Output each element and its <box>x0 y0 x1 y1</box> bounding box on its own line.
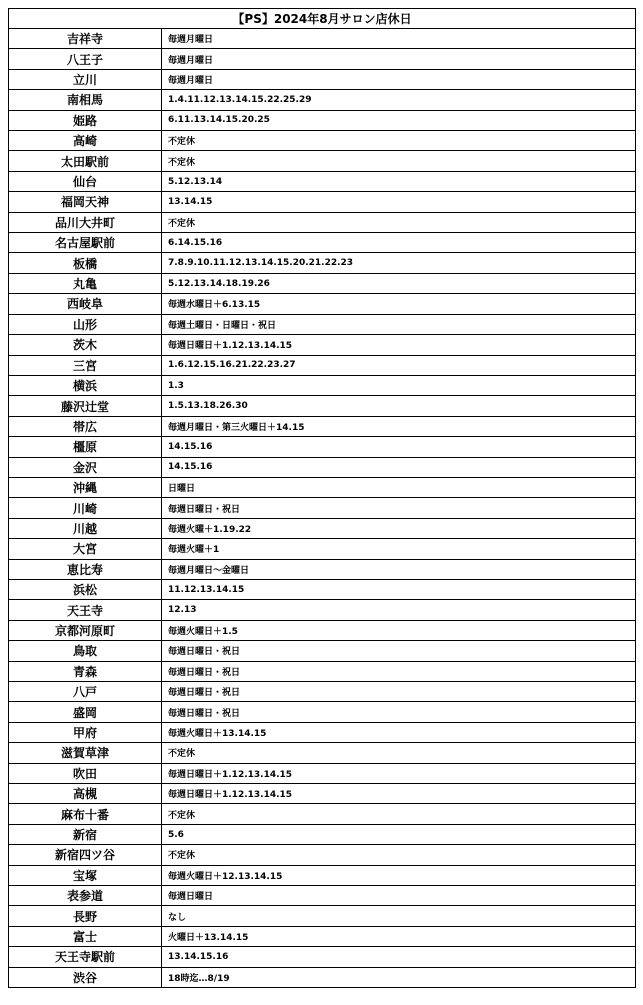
holiday-cell: 1.3 <box>162 375 636 395</box>
holiday-cell: 毎週月曜日 <box>162 29 636 49</box>
salon-name-cell: 麻布十番 <box>9 804 162 824</box>
table-row <box>9 865 636 885</box>
salon-name-cell: 西岐阜 <box>9 294 162 314</box>
table-row <box>9 131 636 151</box>
holiday-cell: 毎週土曜日・日曜日・祝日 <box>162 314 636 334</box>
holiday-cell: 不定休 <box>162 151 636 171</box>
salon-name-cell: 仙台 <box>9 171 162 191</box>
salon-name-cell: 姫路 <box>9 110 162 130</box>
table-row <box>9 600 636 620</box>
holiday-cell: 5.12.13.14 <box>162 171 636 191</box>
holiday-cell: 7.8.9.10.11.12.13.14.15.20.21.22.23 <box>162 253 636 273</box>
table-row <box>9 253 636 273</box>
table-row <box>9 824 636 844</box>
holiday-cell: 1.5.13.18.26.30 <box>162 396 636 416</box>
salon-name-cell: 高槻 <box>9 784 162 804</box>
salon-name-cell: 板橋 <box>9 253 162 273</box>
table-row <box>9 763 636 783</box>
table-row <box>9 702 636 722</box>
holiday-cell: 13.14.15 <box>162 192 636 212</box>
table-row <box>9 682 636 702</box>
salon-name-cell: 新宿四ツ谷 <box>9 845 162 865</box>
table-row <box>9 355 636 375</box>
table-row <box>9 926 636 946</box>
table-row <box>9 171 636 191</box>
salon-name-cell: 青森 <box>9 661 162 681</box>
sheet-title: 【PS】2024年8月サロン店休日 <box>9 9 636 29</box>
salon-name-cell: 三宮 <box>9 355 162 375</box>
table-row <box>9 457 636 477</box>
table-row <box>9 49 636 69</box>
holiday-cell: 不定休 <box>162 743 636 763</box>
table-row <box>9 498 636 518</box>
holiday-cell: 6.14.15.16 <box>162 233 636 253</box>
salon-name-cell: 新宿 <box>9 824 162 844</box>
holiday-cell: 毎週日曜日＋1.12.13.14.15 <box>162 784 636 804</box>
salon-name-cell: 名古屋駅前 <box>9 233 162 253</box>
holiday-cell: 毎週火曜日＋1.5 <box>162 620 636 640</box>
salon-name-cell: 天王寺駅前 <box>9 947 162 967</box>
salon-name-cell: 京都河原町 <box>9 620 162 640</box>
salon-name-cell: 甲府 <box>9 722 162 742</box>
table-row <box>9 110 636 130</box>
salon-name-cell: 山形 <box>9 314 162 334</box>
holiday-cell: 11.12.13.14.15 <box>162 579 636 599</box>
table-row <box>9 967 636 987</box>
table-row <box>9 620 636 640</box>
salon-name-cell: 品川大井町 <box>9 212 162 232</box>
salon-name-cell: 福岡天神 <box>9 192 162 212</box>
holiday-cell: 不定休 <box>162 804 636 824</box>
holiday-cell: 毎週月曜日・第三火曜日＋14.15 <box>162 416 636 436</box>
salon-name-cell: 高崎 <box>9 131 162 151</box>
holiday-cell: 13.14.15.16 <box>162 947 636 967</box>
salon-name-cell: 大宮 <box>9 539 162 559</box>
salon-name-cell: 鳥取 <box>9 641 162 661</box>
holiday-cell: 毎週日曜日 <box>162 886 636 906</box>
salon-name-cell: 宝塚 <box>9 865 162 885</box>
holiday-cell: 14.15.16 <box>162 437 636 457</box>
salon-name-cell: 盛岡 <box>9 702 162 722</box>
table-row <box>9 539 636 559</box>
holiday-cell: 毎週日曜日・祝日 <box>162 641 636 661</box>
table-row <box>9 375 636 395</box>
holiday-cell: 12.13 <box>162 600 636 620</box>
table-row <box>9 212 636 232</box>
holiday-cell: なし <box>162 906 636 926</box>
table-row <box>9 151 636 171</box>
table-row <box>9 396 636 416</box>
table-row <box>9 294 636 314</box>
table-row <box>9 804 636 824</box>
salon-name-cell: 金沢 <box>9 457 162 477</box>
holiday-cell: 毎週火曜＋1 <box>162 539 636 559</box>
holiday-cell: 毎週日曜日・祝日 <box>162 661 636 681</box>
holiday-cell: 14.15.16 <box>162 457 636 477</box>
holiday-sheet <box>8 8 635 988</box>
salon-name-cell: 橿原 <box>9 437 162 457</box>
salon-name-cell: 滋賀草津 <box>9 743 162 763</box>
salon-name-cell: 川越 <box>9 518 162 538</box>
table-row <box>9 886 636 906</box>
holiday-cell: 毎週月曜日～金曜日 <box>162 559 636 579</box>
table-row <box>9 947 636 967</box>
salon-name-cell: 富士 <box>9 926 162 946</box>
salon-name-cell: 川崎 <box>9 498 162 518</box>
table-row <box>9 784 636 804</box>
holiday-cell: 毎週火曜＋1.19.22 <box>162 518 636 538</box>
salon-name-cell: 丸亀 <box>9 273 162 293</box>
salon-name-cell: 表参道 <box>9 886 162 906</box>
holiday-cell: 毎週月曜日 <box>162 49 636 69</box>
table-row <box>9 233 636 253</box>
salon-name-cell: 渋谷 <box>9 967 162 987</box>
table-row <box>9 477 636 497</box>
table-row <box>9 661 636 681</box>
salon-name-cell: 吹田 <box>9 763 162 783</box>
holiday-cell: 5.6 <box>162 824 636 844</box>
table-row <box>9 845 636 865</box>
table-row <box>9 906 636 926</box>
table-row <box>9 314 636 334</box>
table-row <box>9 29 636 49</box>
salon-name-cell: 藤沢辻堂 <box>9 396 162 416</box>
table-row <box>9 335 636 355</box>
salon-name-cell: 長野 <box>9 906 162 926</box>
holiday-table <box>8 8 636 988</box>
holiday-cell: 不定休 <box>162 845 636 865</box>
holiday-cell: 毎週日曜日・祝日 <box>162 702 636 722</box>
table-row <box>9 579 636 599</box>
salon-name-cell: 八戸 <box>9 682 162 702</box>
holiday-cell: 1.4.11.12.13.14.15.22.25.29 <box>162 90 636 110</box>
table-row <box>9 518 636 538</box>
holiday-cell: 5.12.13.14.18.19.26 <box>162 273 636 293</box>
salon-name-cell: 天王寺 <box>9 600 162 620</box>
holiday-cell: 毎週日曜日＋1.12.13.14.15 <box>162 763 636 783</box>
salon-name-cell: 沖縄 <box>9 477 162 497</box>
holiday-cell: 毎週日曜日・祝日 <box>162 682 636 702</box>
table-row <box>9 437 636 457</box>
holiday-cell: 毎週日曜日＋1.12.13.14.15 <box>162 335 636 355</box>
table-row <box>9 273 636 293</box>
holiday-cell: 毎週火曜日＋12.13.14.15 <box>162 865 636 885</box>
holiday-rows <box>9 29 636 988</box>
salon-name-cell: 茨木 <box>9 335 162 355</box>
salon-name-cell: 横浜 <box>9 375 162 395</box>
table-row <box>9 641 636 661</box>
holiday-cell: 6.11.13.14.15.20.25 <box>162 110 636 130</box>
table-row <box>9 416 636 436</box>
holiday-cell: 毎週月曜日 <box>162 69 636 89</box>
holiday-cell: 火曜日＋13.14.15 <box>162 926 636 946</box>
salon-name-cell: 浜松 <box>9 579 162 599</box>
table-row <box>9 90 636 110</box>
holiday-cell: 1.6.12.15.16.21.22.23.27 <box>162 355 636 375</box>
table-row <box>9 69 636 89</box>
salon-name-cell: 恵比寿 <box>9 559 162 579</box>
salon-name-cell: 太田駅前 <box>9 151 162 171</box>
table-row <box>9 559 636 579</box>
holiday-cell: 日曜日 <box>162 477 636 497</box>
holiday-cell: 不定休 <box>162 131 636 151</box>
salon-name-cell: 八王子 <box>9 49 162 69</box>
salon-name-cell: 吉祥寺 <box>9 29 162 49</box>
holiday-cell: 18時迄…8/19 <box>162 967 636 987</box>
salon-name-cell: 立川 <box>9 69 162 89</box>
holiday-cell: 毎週日曜日・祝日 <box>162 498 636 518</box>
holiday-cell: 毎週水曜日＋6.13.15 <box>162 294 636 314</box>
table-row <box>9 192 636 212</box>
salon-name-cell: 帯広 <box>9 416 162 436</box>
holiday-cell: 毎週火曜日＋13.14.15 <box>162 722 636 742</box>
salon-name-cell: 南相馬 <box>9 90 162 110</box>
table-row <box>9 743 636 763</box>
holiday-cell: 不定休 <box>162 212 636 232</box>
table-row <box>9 722 636 742</box>
